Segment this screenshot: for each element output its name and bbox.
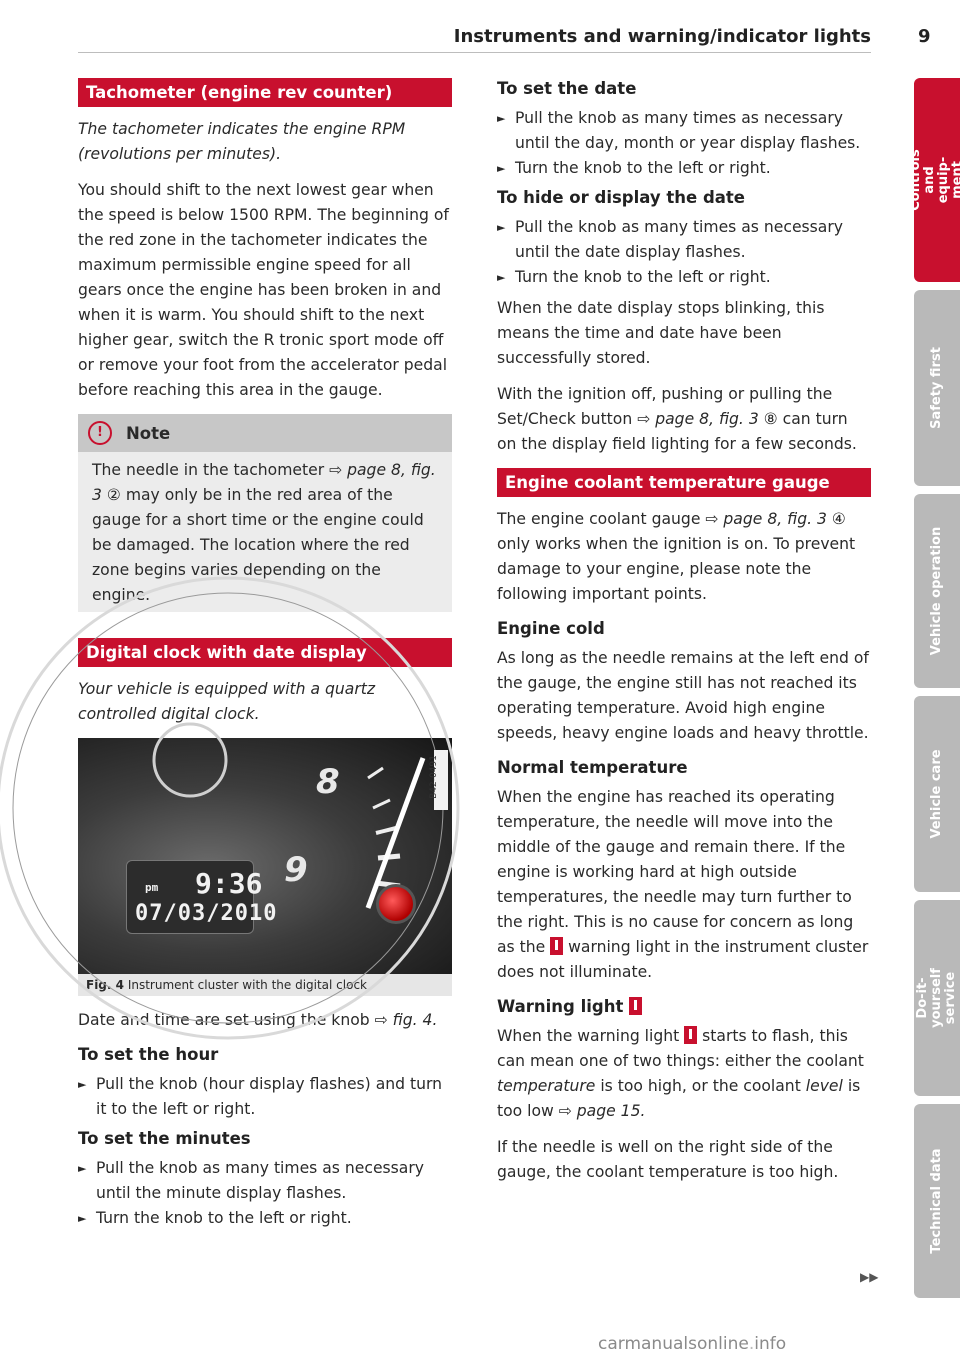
page-header bbox=[78, 26, 871, 50]
clock-time: 9:36 bbox=[195, 867, 263, 900]
clock-date: 07/03/2010 bbox=[135, 901, 278, 926]
watermark bbox=[598, 1334, 786, 1354]
ignition-ref-link[interactable]: ⇨ page 8, fig. 3 ⑧ bbox=[637, 410, 778, 428]
tab-vehicle-care[interactable]: Vehicle care bbox=[914, 696, 960, 892]
warning-text-mid2: is too high, or the coolant bbox=[595, 1077, 806, 1095]
tab-controls-and-equipment[interactable]: Controls and equip- ment bbox=[914, 78, 960, 282]
coolant-ref-link[interactable]: ⇨ page 8, fig. 3 ④ bbox=[705, 510, 846, 528]
tachometer-intro: The tachometer indicates the engine RPM (revolutions per minutes). bbox=[78, 120, 406, 163]
note-ref-link[interactable]: ⇨ page 8, fig. 3 ② bbox=[92, 461, 436, 504]
clock-set-text: Date and time are set using the knob bbox=[78, 1011, 375, 1029]
hide-date-list bbox=[497, 215, 871, 290]
note-body-pre: The needle in the tachometer bbox=[92, 461, 330, 479]
hide-date-heading: To hide or display the date bbox=[497, 188, 745, 207]
list-item: ► Pull the knob as many times as necessary until the day, month or year display flashes. bbox=[497, 106, 871, 156]
coolant-warning-light-icon bbox=[684, 1026, 697, 1044]
gauge-digit-8: 8 bbox=[316, 762, 340, 802]
note-body-post: may only be in the red area of the gauge for a short time or the engine could be damaged. The location where the red zone begins varies depending on the engine. bbox=[92, 486, 424, 604]
list-item: ► Turn the knob to the left or right. bbox=[78, 1206, 452, 1231]
page-number: 9 bbox=[918, 26, 931, 47]
engine-cold-text: As long as the needle remains at the left end of the gauge, the engine still has not reached its operating temperature. Avoid high engine speeds, heavy engine loads and heavy throttle. bbox=[497, 649, 869, 742]
note-title: Note bbox=[126, 423, 171, 443]
section-heading-tachometer: Tachometer (engine rev counter) bbox=[78, 78, 452, 107]
normal-temp-pre: When the engine has reached its operating temperature, the needle will move into the middle of the gauge and remain there. If the engine is working hard at high outside temperatures, the needle may turn further to the right. This is no cause for concern as long as the bbox=[497, 788, 854, 956]
tachometer-body: You should shift to the next lowest gear when the speed is below 1500 RPM. The beginning of the red zone in the tachometer indicates the maximum permissible engine speed for all gears once the engine has been broken in and when it is warm. You should shift to the next higher gear, switch the R tronic sport mode off or remove your foot from the accelerator pedal before reaching this area in the gauge. bbox=[78, 181, 449, 399]
clock-intro: Your vehicle is equipped with a quartz controlled digital clock. bbox=[78, 680, 376, 723]
watermark-tld: info bbox=[754, 1334, 787, 1354]
ignition-text-post: can turn on the display field lighting for a few seconds. bbox=[497, 410, 857, 453]
warning-text-emphasis-temperature: temperature bbox=[497, 1077, 596, 1095]
watermark-dot: . bbox=[748, 1334, 755, 1354]
needle-text: If the needle is well on the right side of the gauge, the coolant temperature is too high. bbox=[497, 1138, 839, 1181]
triangle-right-icon: ► bbox=[497, 112, 506, 125]
exclamation-circle-icon: ! bbox=[88, 421, 112, 445]
continue-arrow-icon: ▶▶ bbox=[860, 1270, 879, 1284]
watermark-text: carmanualsonline bbox=[598, 1334, 749, 1354]
header-rule bbox=[78, 52, 871, 53]
warning-text-pre: When the warning light bbox=[497, 1027, 685, 1045]
hour-list bbox=[78, 1072, 452, 1122]
set-knob bbox=[376, 884, 416, 924]
list-item: ► Turn the knob to the left or right. bbox=[497, 265, 871, 290]
header-title: Instruments and warning/indicator lights bbox=[453, 26, 871, 47]
tab-safety-first[interactable]: Safety first bbox=[914, 290, 960, 486]
list-item: ► Pull the knob as many times as necessary until the date display flashes. bbox=[497, 215, 871, 265]
note-body bbox=[78, 452, 452, 612]
warning-light-heading: Warning light bbox=[497, 996, 871, 1018]
date-list bbox=[497, 106, 871, 181]
figure-code-label bbox=[428, 750, 448, 810]
warning-text-emphasis-level: level bbox=[805, 1077, 843, 1095]
tab-technical-data[interactable]: Technical data bbox=[914, 1104, 960, 1298]
date-heading: To set the date bbox=[497, 79, 637, 98]
figure-caption bbox=[78, 974, 452, 996]
clock-set-ref-link[interactable]: ⇨ fig. 4. bbox=[374, 1011, 438, 1029]
tab-vehicle-operation[interactable]: Vehicle operation bbox=[914, 494, 960, 688]
coolant-warning-light-icon bbox=[629, 997, 642, 1015]
right-column bbox=[497, 78, 871, 1196]
stored-text: When the date display stops blinking, this means the time and date have been successfully stored. bbox=[497, 299, 825, 367]
figure-caption-text: Instrument cluster with the digital clock bbox=[127, 978, 368, 992]
warning-text-mid3: is too low bbox=[497, 1077, 861, 1120]
note-header bbox=[78, 414, 452, 452]
coolant-intro-pre: The engine coolant gauge bbox=[497, 510, 706, 528]
gauge-digit-9: 9 bbox=[284, 850, 308, 890]
triangle-right-icon: ► bbox=[497, 271, 506, 284]
left-column bbox=[78, 78, 452, 1237]
engine-cold-heading: Engine cold bbox=[497, 619, 605, 638]
triangle-right-icon: ► bbox=[497, 162, 506, 175]
triangle-right-icon: ► bbox=[78, 1162, 87, 1175]
list-item: ► Turn the knob to the left or right. bbox=[497, 156, 871, 181]
tab-do-it-yourself-service[interactable]: Do-it-yourself service bbox=[914, 900, 960, 1096]
section-heading-clock: Digital clock with date display bbox=[78, 638, 452, 667]
coolant-intro-post: only works when the ignition is on. To prevent damage to your engine, please note the following important points. bbox=[497, 535, 856, 603]
normal-temp-heading: Normal temperature bbox=[497, 758, 688, 777]
instrument-cluster-figure bbox=[78, 738, 452, 974]
figure-caption-label: Fig. 4 bbox=[86, 978, 124, 992]
triangle-right-icon: ► bbox=[497, 221, 506, 234]
warning-text-mid1: starts to flash, this can mean one of two things: either the coolant bbox=[497, 1027, 864, 1070]
minutes-heading: To set the minutes bbox=[78, 1129, 251, 1148]
list-item: ► Pull the knob as many times as necessary until the minute display flashes. bbox=[78, 1156, 452, 1206]
ignition-text-pre: With the ignition off, pushing or pulling the Set/Check button bbox=[497, 385, 833, 428]
figure-code: B42-0491 bbox=[428, 755, 439, 799]
digital-clock-display bbox=[126, 860, 278, 934]
triangle-right-icon: ► bbox=[78, 1078, 87, 1091]
triangle-right-icon: ► bbox=[78, 1212, 87, 1225]
warning-ref-link[interactable]: ⇨ page 15. bbox=[558, 1102, 646, 1120]
hour-heading: To set the hour bbox=[78, 1045, 219, 1064]
section-heading-coolant: Engine coolant temperature gauge bbox=[497, 468, 871, 497]
coolant-warning-light-icon bbox=[550, 937, 563, 955]
normal-temp-post: warning light in the instrument cluster does not illuminate. bbox=[497, 938, 869, 981]
clock-ampm: pm bbox=[145, 881, 159, 894]
minutes-list bbox=[78, 1156, 452, 1231]
list-item: ► Pull the knob (hour display flashes) and turn it to the left or right. bbox=[78, 1072, 452, 1122]
gauge-arcs bbox=[78, 738, 452, 974]
